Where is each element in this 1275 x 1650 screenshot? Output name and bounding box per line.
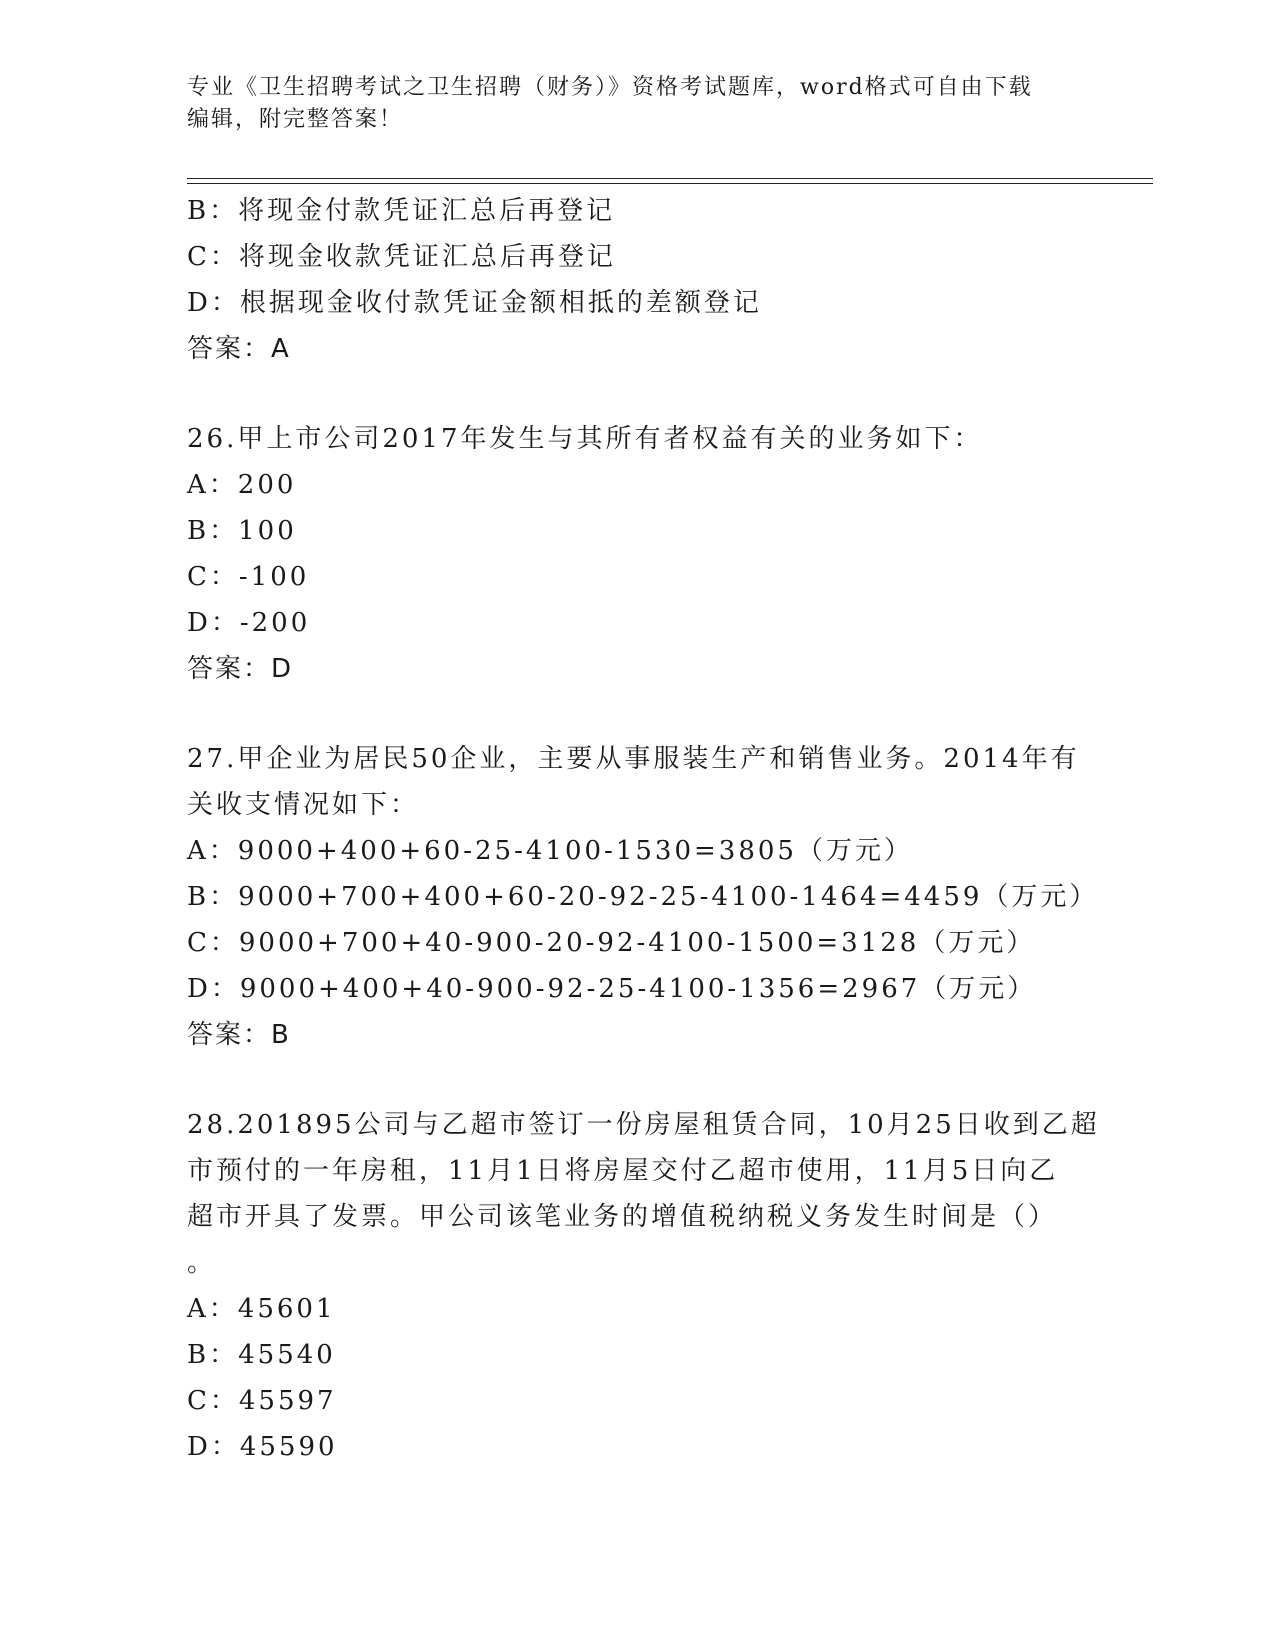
document-header: [187, 72, 1087, 136]
q25-option-b: B：将现金付款凭证汇总后再登记: [187, 196, 616, 226]
q25-option-d: D：根据现金收付款凭证金额相抵的差额登记: [187, 288, 762, 318]
q26-option-a: A：200: [187, 470, 297, 500]
q28-question-line-4: 。: [187, 1248, 217, 1278]
q28-question-line-3: 超市开具了发票。甲公司该笔业务的增值税纳税义务发生时间是（）: [187, 1202, 1058, 1232]
q26-option-b: B：100: [187, 516, 297, 546]
spacer: [187, 692, 1087, 736]
q26-question: 26.甲上市公司2017年发生与其所有者权益有关的业务如下：: [187, 424, 983, 454]
q27-option-a: A：9000+400+60-25-4100-1530=3805（万元）: [187, 836, 913, 866]
q27-option-d: D：9000+400+40-900-92-25-4100-1356=2967（万元）: [187, 974, 1037, 1004]
header-line-2: 编辑，附完整答案！: [187, 107, 404, 132]
q28-question-line-1: 28.201895公司与乙超市签订一份房屋租赁合同，10月25日收到乙超: [187, 1110, 1100, 1140]
q28-option-d: D：45590: [187, 1432, 338, 1462]
q25-answer: 答案：A: [187, 334, 291, 364]
q28-option-b: B：45540: [187, 1340, 336, 1370]
q28-option-a: A：45601: [187, 1294, 336, 1324]
header-divider-bottom: [187, 183, 1153, 184]
q26-answer: 答案：D: [187, 654, 294, 684]
q27-question-line-2: 关收支情况如下：: [187, 790, 420, 820]
q28-option-c: C：45597: [187, 1386, 337, 1416]
q26-option-c: C：-100: [187, 562, 310, 592]
q27-answer: 答案：B: [187, 1020, 291, 1050]
q25-option-c: C：将现金收款凭证汇总后再登记: [187, 242, 616, 272]
spacer: [187, 372, 1087, 416]
q28-question-line-2: 市预付的一年房租，11月1日将房屋交付乙超市使用，11月5日向乙: [187, 1156, 1059, 1186]
header-line-1: 专业《卫生招聘考试之卫生招聘（财务）》资格考试题库，word格式可自由下载: [187, 75, 1033, 100]
q27-option-c: C：9000+700+40-900-20-92-4100-1500=3128（万元）: [187, 928, 1036, 958]
q26-option-d: D：-200: [187, 608, 311, 638]
q27-question-line-1: 27.甲企业为居民50企业，主要从事服装生产和销售业务。2014年有: [187, 744, 1080, 774]
header-divider-top: [187, 178, 1153, 179]
spacer: [187, 1058, 1087, 1102]
document-body: [187, 188, 1100, 1470]
q27-option-b: B：9000+700+400+60-20-92-25-4100-1464=4459（万元）: [187, 882, 1099, 912]
